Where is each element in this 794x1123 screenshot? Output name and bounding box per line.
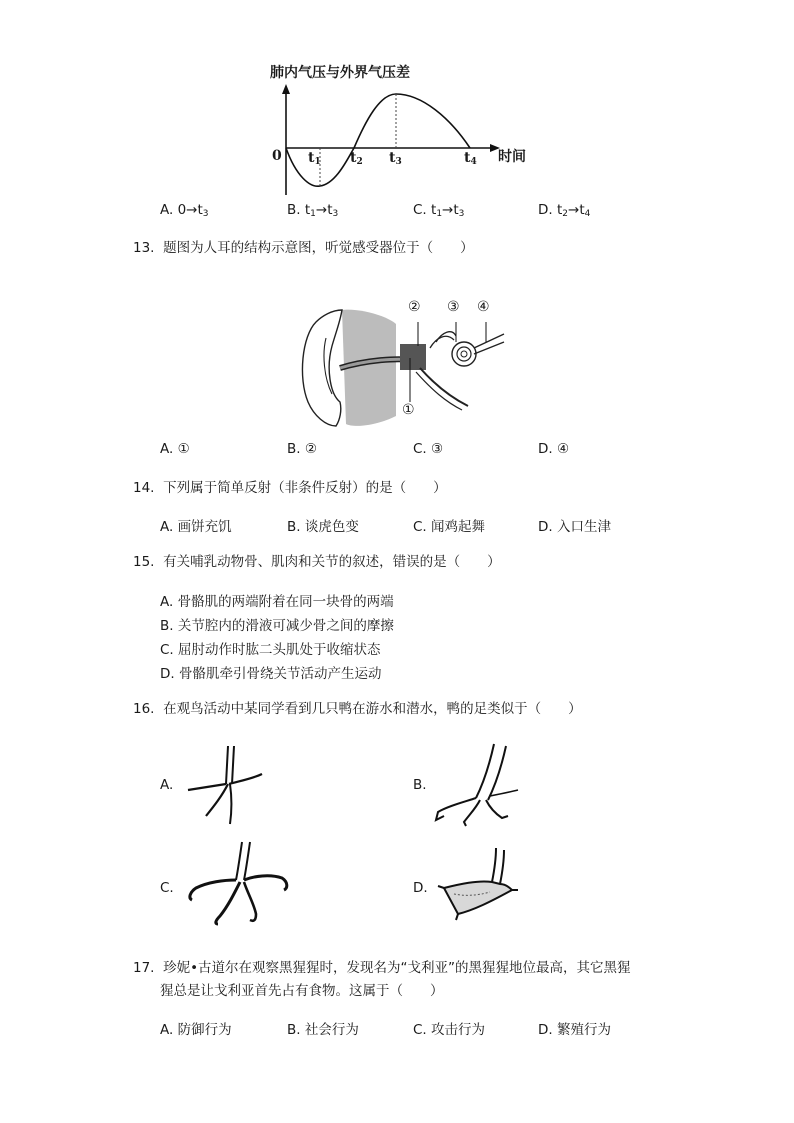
q12-option-a[interactable]: A. $0\to t_3$ [160,202,209,219]
q17-option-a[interactable]: A. 防御行为 [160,1022,232,1038]
q13-stem: 13. 题图为人耳的结构示意图，听觉感受器位于（ ） [133,240,474,256]
q16-stem: 16. 在观鸟活动中某同学看到几只鸭在游水和潜水，鸭的足类似于（ ） [133,701,582,717]
q17-option-b[interactable]: B. 社会行为 [287,1022,359,1038]
q13-option-a[interactable]: A. ① [160,441,190,457]
q15-option-d[interactable]: D. 骨骼肌牵引骨绕关节活动产生运动 [160,666,382,682]
q17-option-c[interactable]: C. 攻击行为 [413,1022,486,1038]
bird-foot-raptor-drawing [184,840,290,926]
ear-label-2: ② [408,299,421,315]
q16-option-c[interactable]: C. [160,880,174,896]
q15-option-c[interactable]: C. 屈肘动作时肱二头肌处于收缩状态 [160,642,381,658]
chart-tick-t4: $t_4$ [464,150,477,167]
q12-option-b[interactable]: B. $t_1\to t_3$ [287,202,339,219]
chart-tick-t1: $t_1$ [308,150,321,167]
ear-diagram [296,298,506,430]
q14-option-a[interactable]: A. 画饼充饥 [160,519,232,535]
q12-option-c[interactable]: C. $t_1\to t_3$ [413,202,465,219]
q12-option-d[interactable]: D. $t_2\to t_4$ [538,202,591,219]
q15-option-a[interactable]: A. 骨骼肌的两端附着在同一块骨的两端 [160,594,394,610]
chart-xlabel: 时间 [498,149,526,165]
q17-option-d[interactable]: D. 繁殖行为 [538,1022,611,1038]
q16-option-b[interactable]: B. [413,777,427,793]
q16-option-a[interactable]: A. [160,777,174,793]
ear-label-4: ④ [477,299,490,315]
ear-label-3: ③ [447,299,460,315]
q13-option-b[interactable]: B. ② [287,441,317,457]
pressure-curve [262,58,542,198]
chart-origin: 0 [272,148,282,164]
chart-tick-t3: $t_3$ [389,150,402,167]
q15-option-b[interactable]: B. 关节腔内的滑液可减少骨之间的摩擦 [160,618,394,634]
q14-stem: 14. 下列属于简单反射（非条件反射）的是（ ） [133,480,447,496]
q17-stem-line2: 猩总是让戈利亚首先占有食物。这属于（ ） [160,983,444,999]
ear-drawing [296,298,506,430]
q17-stem-line1: 17. 珍妮•古道尔在观察黑猩猩时，发现名为“戈利亚”的黑猩猩地位最高，其它黑猩 [133,960,631,976]
q15-stem: 15. 有关哺乳动物骨、肌肉和关节的叙述，错误的是（ ） [133,554,501,570]
bird-foot-walking-drawing [430,742,522,828]
q13-option-c[interactable]: C. ③ [413,441,444,457]
q13-option-d[interactable]: D. ④ [538,441,570,457]
bird-foot-perching-drawing [184,744,264,826]
pressure-chart [262,58,542,198]
ear-label-1: ① [402,402,415,418]
chart-tick-t2: $t_2$ [350,150,363,167]
q14-option-b[interactable]: B. 谈虎色变 [287,519,359,535]
q14-option-d[interactable]: D. 入口生津 [538,519,611,535]
bird-foot-webbed-drawing [434,846,520,922]
q16-option-d[interactable]: D. [413,880,428,896]
q14-option-c[interactable]: C. 闻鸡起舞 [413,519,486,535]
chart-ylabel: 肺内气压与外界气压差 [270,65,410,81]
